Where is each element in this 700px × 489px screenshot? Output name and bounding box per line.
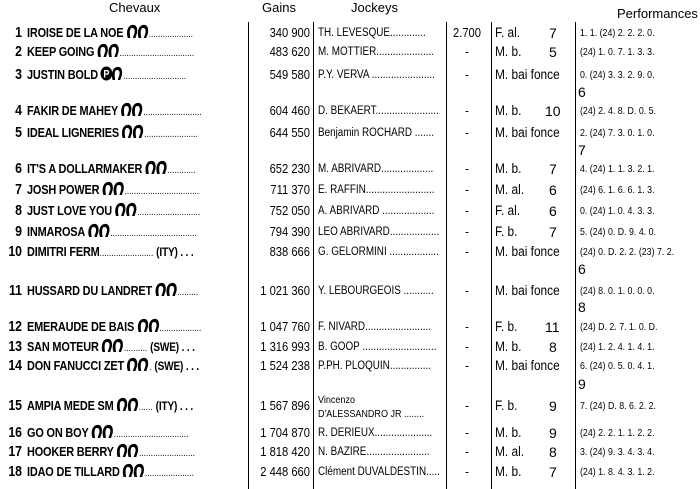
double-shoe-icon (126, 24, 149, 39)
age: 10 (545, 103, 561, 119)
age: 5 (549, 44, 557, 60)
robe: F. al. (495, 203, 521, 218)
runner-number: 3 (15, 66, 22, 83)
performances: (24) D. 2. 7. 1. 0. D. (580, 321, 658, 333)
double-shoe-icon (91, 424, 114, 439)
horse-name (27, 160, 195, 180)
gains: 2 448 660 (260, 464, 310, 479)
jockey: R. DERIEUX..................... (318, 427, 433, 439)
horse-name (27, 463, 194, 483)
table-row (0, 160, 700, 178)
leader-dots: ......... (177, 287, 199, 298)
runner-number: 6 (15, 160, 22, 177)
jockey: D. BEKAERT....................... (318, 105, 439, 117)
horse-name-text: IDEAL LIGNERIES (27, 125, 119, 140)
performances: (24) 2. 2. 1. 1. 2. 2. (580, 427, 655, 439)
age: 9 (549, 398, 557, 414)
horse-name (27, 397, 193, 417)
horse-name (27, 243, 194, 263)
robe: M. bai fonce (495, 283, 560, 298)
header-gains: Gains (262, 0, 296, 15)
horse-name-text: HOOKER BERRY (27, 444, 114, 459)
horse-name (27, 124, 198, 144)
gains: 644 550 (269, 125, 310, 140)
table-row (0, 424, 700, 442)
performances: 2. (24) 7. 3. 0. 1. 0. (580, 127, 655, 139)
odds: - (465, 182, 469, 197)
performances: (24) 8. 0. 1. 0. 0. 0. (580, 285, 655, 297)
gains: 1 818 420 (260, 444, 310, 459)
table-row (0, 243, 700, 261)
robe: M. b. (495, 464, 522, 479)
robe: F. b. (495, 224, 518, 239)
performances: 3. (24) 9. 3. 4. 3. 4. (580, 446, 655, 458)
robe: F. b. (495, 319, 518, 334)
runner-number: 11 (8, 282, 22, 299)
leader-dots: ................................ (113, 429, 189, 440)
jockey: G. GELORMINI .................. (318, 246, 439, 258)
double-shoe-icon (145, 160, 168, 175)
runner-number: 7 (15, 181, 22, 198)
leader-dots: ................... (148, 29, 193, 40)
runner-number: 2 (15, 43, 22, 60)
header-performances: Performances (617, 6, 698, 21)
horse-name (27, 282, 198, 302)
gains: 652 230 (269, 161, 310, 176)
gains: 838 666 (269, 244, 310, 259)
leader-dots: ................................ (119, 48, 195, 59)
horse-name (27, 318, 201, 338)
odds: 2.700 (452, 25, 481, 40)
table-row (0, 357, 700, 375)
runner-number: 1 (15, 24, 22, 41)
jockey: LEO ABRIVARD.................. (318, 226, 440, 238)
svg-text:P: P (103, 68, 110, 81)
robe: M. b. (495, 339, 522, 354)
odds: - (465, 244, 469, 259)
runner-number: 14 (8, 357, 22, 374)
jockey: N. BAZIRE....................... (318, 446, 430, 458)
age: 7 (549, 464, 557, 480)
horse-name (27, 357, 199, 377)
jockey: Clément DUVALDESTIN..... (318, 466, 440, 478)
header-jockeys: Jockeys (351, 0, 398, 15)
double-shoe-icon (137, 318, 160, 333)
robe: M. bai fonce (495, 125, 560, 140)
runner-number: 17 (8, 443, 22, 460)
robe: M. al. (495, 444, 525, 459)
odds: - (465, 103, 469, 118)
leader-dots: .................. (159, 323, 202, 334)
country: (ITY) . . . (155, 399, 194, 413)
robe: M. bai fonce (495, 67, 560, 82)
double-shoe-icon (116, 397, 139, 412)
performances: 6. (24) 0. 5. 0. 4. 1. (580, 360, 655, 372)
age: 6 (549, 203, 557, 219)
leader-dots: ........................... (123, 71, 187, 82)
runner-number: 9 (15, 223, 22, 240)
table-row (0, 124, 700, 142)
robe: M. bai fonce (495, 358, 560, 373)
jockey: P.PH. PLOQUIN............... (318, 360, 432, 372)
gains: 1 316 993 (260, 339, 310, 354)
leader-dots: ..................... (144, 468, 194, 479)
gains: 752 050 (269, 203, 310, 218)
runner-number: 15 (8, 397, 22, 414)
horse-name (27, 424, 188, 444)
robe: F. al. (495, 25, 521, 40)
leader-dots: ..................................... (110, 228, 197, 239)
horse-name (27, 43, 194, 63)
odds: - (465, 358, 469, 373)
runner-number: 16 (8, 424, 22, 441)
double-shoe-icon (121, 124, 144, 139)
horse-name-text: INMAROSA (27, 224, 86, 239)
runner-number: 5 (15, 124, 22, 141)
odds: - (465, 283, 469, 298)
age: 6 (578, 261, 586, 277)
leader-dots: ...... (138, 402, 153, 413)
robe: M. b. (495, 161, 522, 176)
double-shoe-icon (116, 443, 139, 458)
double-shoe-icon (101, 338, 124, 353)
double-shoe-icon (97, 43, 120, 58)
table-row (0, 318, 700, 336)
horse-name (27, 202, 200, 222)
leader-dots: ....................... (144, 129, 198, 140)
age: 7 (549, 161, 557, 177)
horse-name (27, 24, 193, 44)
performances: (24) 2. 4. 8. D. 0. 5. (580, 105, 656, 117)
leader-dots: .......... (123, 343, 148, 354)
jockey: TH. LEVESQUE............. (318, 27, 426, 39)
odds: - (465, 224, 469, 239)
leader-dots: . (149, 362, 152, 373)
gains: 1 704 870 (260, 425, 310, 440)
age: 7 (578, 142, 586, 158)
gains: 1 567 896 (260, 398, 310, 413)
runner-number: 18 (8, 463, 22, 480)
table-row (0, 43, 700, 61)
odds: - (465, 44, 469, 59)
performances: 1. 1. (24) 2. 2. 2. 0. (580, 27, 655, 39)
country: (SWE) . . . (154, 359, 200, 373)
robe: M. bai fonce (495, 244, 560, 259)
double-shoe-icon (115, 202, 138, 217)
jockey: Benjamin ROCHARD ....... (318, 127, 434, 139)
double-shoe-icon (88, 223, 111, 238)
odds: - (465, 161, 469, 176)
jockey: A. ABRIVARD ................... (318, 205, 435, 217)
horse-name-text: EMERAUDE DE BAIS (27, 319, 135, 334)
double-shoe-icon (122, 463, 145, 478)
performances: 5. (24) 0. D. 9. 4. 0. (580, 226, 656, 238)
performances: (24) 1. 0. 7. 1. 3. 3. (580, 46, 655, 58)
leader-dots: ........................... (137, 207, 201, 218)
horse-name (27, 102, 202, 122)
horse-name-text: DON FANUCCI ZET (27, 358, 124, 373)
age: 7 (549, 224, 557, 240)
horse-name-text: IROISE DE LA NOE (27, 25, 124, 40)
odds: - (465, 398, 469, 413)
table-row (0, 102, 700, 120)
horse-name-text: HUSSARD DU LANDRET (27, 283, 152, 298)
horse-name-text: SAN MOTEUR (27, 339, 99, 354)
age: 8 (578, 299, 586, 315)
jockey: M. ABRIVARD................... (318, 163, 434, 175)
leader-dots: ................................ (124, 186, 200, 197)
odds: - (465, 319, 469, 334)
odds: - (465, 425, 469, 440)
horse-name-text: DIMITRI FERM (27, 244, 100, 259)
age: 6 (549, 182, 557, 198)
odds: - (465, 464, 469, 479)
odds: - (465, 67, 469, 82)
horse-name-text: IT'S A DOLLARMAKER (27, 161, 143, 176)
age: 11 (545, 319, 560, 335)
performances: 7. (24) D. 8. 6. 2. 2. (580, 400, 656, 412)
runner-number: 4 (15, 102, 22, 119)
gains: 711 370 (270, 182, 310, 197)
age: 8 (549, 339, 557, 355)
performances: (24) 1. 2. 4. 1. 4. 1. (580, 341, 655, 353)
performances: (24) 6. 1. 6. 6. 1. 3. (580, 184, 655, 196)
runner-number: 13 (8, 338, 22, 355)
robe: M. b. (495, 425, 522, 440)
double-shoe-icon (102, 181, 125, 196)
runner-number: 12 (8, 318, 22, 335)
table-row (0, 394, 700, 420)
jockey: E. RAFFIN......................... (318, 184, 435, 196)
jockey-line2: D'ALESSANDRO JR ........ (318, 408, 425, 420)
odds: - (465, 203, 469, 218)
horse-name-text: JUST LOVE YOU (27, 203, 112, 218)
table-row (0, 338, 700, 356)
robe: M. b. (495, 44, 522, 59)
table-row (0, 24, 700, 42)
performances: (24) 0. D. 2. 2. (23) 7. 2. (580, 246, 675, 258)
header-chevaux: Chevaux (109, 0, 161, 15)
runner-number: 8 (15, 202, 22, 219)
gains: 483 620 (269, 44, 310, 59)
gains: 1 047 760 (260, 319, 310, 334)
horse-name-text: KEEP GOING (27, 44, 95, 59)
horse-name (27, 338, 195, 358)
runner-number: 10 (8, 243, 22, 260)
horse-name (27, 443, 195, 463)
leader-dots: ............ (167, 165, 196, 176)
horse-name-text: GO ON BOY (27, 425, 89, 440)
country: (ITY) . . . (156, 245, 194, 259)
jockey: P.Y. VERVA ....................... (318, 69, 435, 81)
odds: - (465, 444, 469, 459)
gains: 1 021 360 (260, 283, 310, 298)
age: 6 (578, 84, 586, 100)
robe: M. al. (495, 182, 525, 197)
horse-name-text: JOSH POWER (27, 182, 100, 197)
leader-dots: ......................... (143, 107, 202, 118)
robe: M. b. (495, 103, 522, 118)
double-shoe-icon (127, 357, 150, 372)
odds: - (465, 339, 469, 354)
gains: 1 524 238 (260, 358, 310, 373)
jockey: B. GOOP ........................... (318, 341, 437, 353)
double-shoe-icon (121, 102, 144, 117)
country: (SWE) . . . (150, 340, 195, 354)
table-row (0, 202, 700, 220)
performances: 4. (24) 1. 1. 3. 2. 1. (580, 163, 655, 175)
gains: 340 900 (269, 25, 310, 40)
horse-name (27, 181, 199, 201)
age: 7 (549, 25, 557, 41)
table-row (0, 443, 700, 461)
gains: 549 580 (269, 67, 310, 82)
horse-name-text: FAKIR DE MAHEY (27, 103, 119, 118)
age: 8 (549, 444, 557, 460)
table-row (0, 181, 700, 199)
leader-dots: ....................... (99, 248, 154, 259)
horse-name (27, 223, 197, 243)
horse-name-text: IDAO DE TILLARD (27, 464, 120, 479)
jockey: F. NIVARD........................ (318, 321, 432, 333)
performances: (24) 1. 8. 4. 3. 1. 2. (580, 466, 655, 478)
gains: 604 460 (269, 103, 310, 118)
performances: 0. (24) 3. 3. 2. 9. 0. (580, 69, 655, 81)
age: 9 (549, 425, 557, 441)
performances: 0. (24) 1. 0. 4. 3. 3. (580, 205, 655, 217)
age: 9 (578, 376, 586, 392)
double-shoe-icon (155, 282, 178, 297)
table-row (0, 282, 700, 300)
horse-name-text: AMPIA MEDE SM (27, 398, 114, 413)
horse-name-text: JUSTIN BOLD (27, 67, 98, 82)
table-row (0, 463, 700, 481)
odds: - (465, 125, 469, 140)
p-shoe-icon (100, 66, 123, 81)
table-row (0, 223, 700, 241)
gains: 794 390 (269, 224, 310, 239)
table-row (0, 66, 700, 84)
jockey: Vincenzo (318, 394, 355, 406)
leader-dots: ........................ (138, 448, 195, 459)
robe: F. b. (495, 398, 518, 413)
horse-name (27, 66, 186, 86)
jockey: Y. LEBOURGEOIS ........... (318, 285, 434, 297)
jockey: M. MOTTIER..................... (318, 46, 434, 58)
